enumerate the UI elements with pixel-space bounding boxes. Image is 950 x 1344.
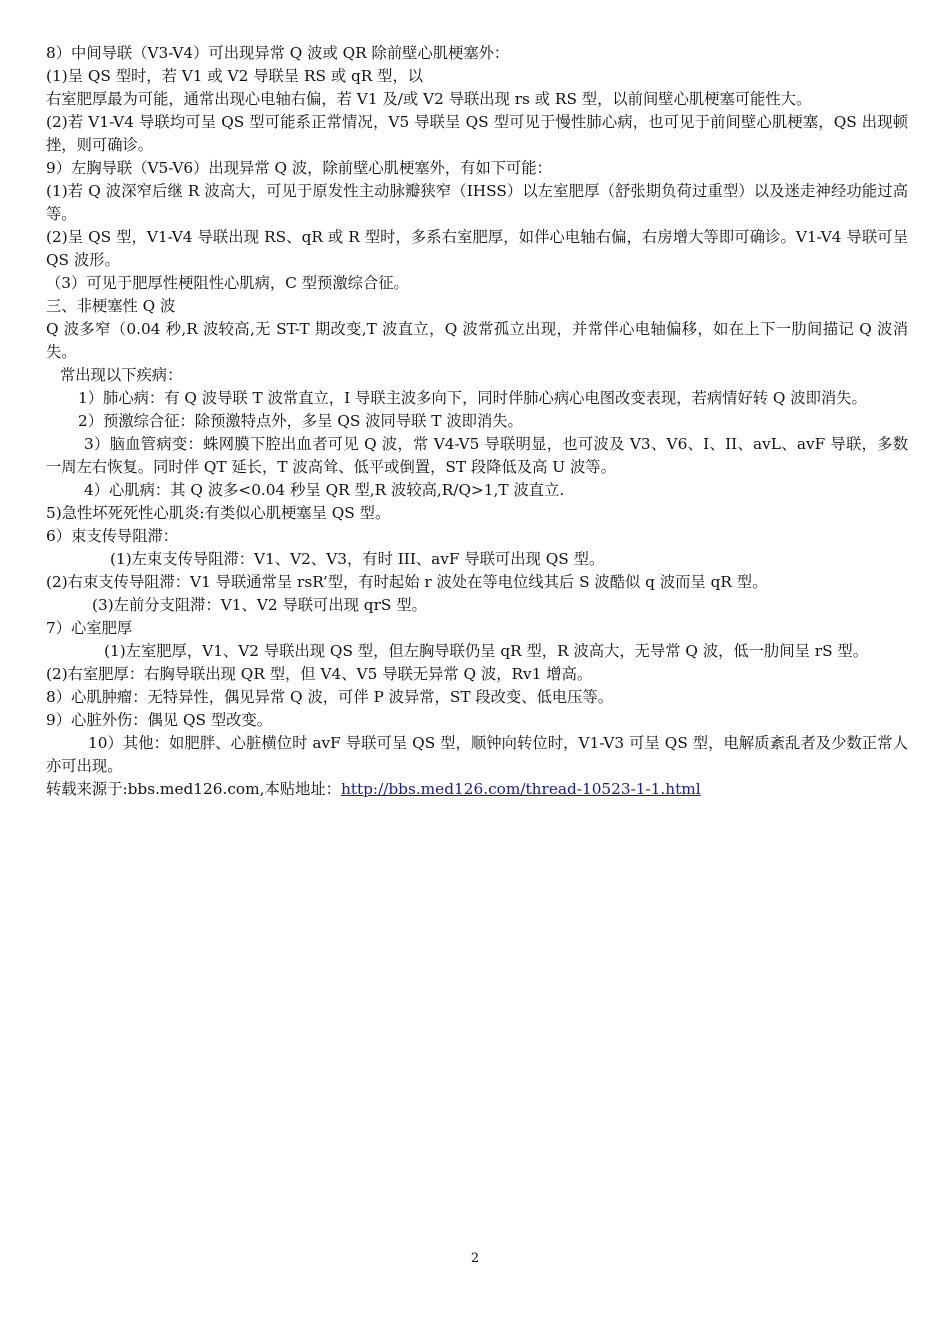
paragraph-8-1-cont: 右室肥厚最为可能，通常出现心电轴右偏，若 V1 及/或 V2 导联出现 rs 或 RS 型，以前间壁心肌梗塞可能性大。 <box>46 90 812 108</box>
paragraph-9-1: (1)若 Q 波深窄后继 R 波高大，可见于原发性主动脉瓣狭窄（IHSS）以左室肥厚（舒张期负荷过重型）以及迷走神经功能过高等。 <box>46 182 908 223</box>
source-link[interactable]: http://bbs.med126.com/thread-10523-1-1.html <box>340 780 701 798</box>
list-item-5: 5)急性坏死死性心肌炎:有类似心肌梗塞呈 QS 型。 <box>46 504 391 522</box>
list-item-10: 10）其他：如肥胖、心脏横位时 avF 导联可呈 QS 型，顺钟向转位时，V1-V3 可呈 QS 型，电解质紊乱者及少数正常人亦可出现。 <box>46 734 908 775</box>
paragraph-9-2: (2)呈 QS 型，V1-V4 导联出现 RS、qR 或 R 型时，多系右室肥厚，如伴心电轴右偏，右房增大等即可确诊。V1-V4 导联可呈 QS 波形。 <box>46 228 908 269</box>
list-item-7-1: (1)左室肥厚，V1、V2 导联出现 QS 型，但左胸导联仍呈 qR 型，R 波高大，无导常 Q 波，低一肋间呈 rS 型。 <box>104 642 869 660</box>
list-item-9: 9）心脏外伤：偶见 QS 型改变。 <box>46 711 273 729</box>
paragraph-diseases-intro: 常出现以下疾病： <box>60 366 183 384</box>
page-number: 2 <box>470 1251 480 1266</box>
list-item-4: 4）心肌病：其 Q 波多<0.04 秒呈 QR 型,R 波较高,R/Q>1,T 波直立. <box>84 481 565 499</box>
paragraph-9-intro: 9）左胸导联（V5-V6）出现异常 Q 波，除前壁心肌梗塞外，有如下可能： <box>46 159 552 177</box>
paragraph-8-1: (1)呈 QS 型时，若 V1 或 V2 导联呈 RS 或 qR 型，以 <box>46 67 424 85</box>
paragraph-8-intro: 8）中间导联（V3-V4）可出现异常 Q 波或 QR 除前壁心肌梗塞外： <box>46 44 510 62</box>
document-body <box>46 42 908 801</box>
list-item-8: 8）心肌肿瘤：无特异性，偶见异常 Q 波，可伴 P 波异常，ST 段改变、低电压等。 <box>46 688 614 706</box>
list-item-1: 1）肺心病：有 Q 波导联 T 波常直立，I 导联主波多向下，同时伴肺心病心电图改变表现，若病情好转 Q 波即消失。 <box>78 389 867 407</box>
list-item-6-3: (3)左前分支阻滞：V1、V2 导联可出现 qrS 型。 <box>92 596 427 614</box>
list-item-6-2: (2)右束支传导阻滞：V1 导联通常呈 rsR’型，有时起始 r 波处在等电位线其后 S 波酷似 q 波而呈 qR 型。 <box>46 573 768 591</box>
paragraph-nonmi-q: Q 波多窄（0.04 秒,R 波较高,无 ST-T 期改变,T 波直立，Q 波常孤立出现，并常伴心电轴偏移，如在上下一肋间描记 Q 波消失。 <box>46 320 908 361</box>
list-item-6: 6）束支传导阻滞： <box>46 527 179 545</box>
list-item-7: 7）心室肥厚 <box>46 619 133 637</box>
section-heading-3: 三、非梗塞性 Q 波 <box>46 297 176 315</box>
paragraph-9-3: （3）可见于肥厚性梗阻性心肌病，C 型预激综合征。 <box>46 274 409 292</box>
list-item-7-2: (2)右室肥厚：右胸导联出现 QR 型，但 V4、V5 导联无异常 Q 波，Rv1 增高。 <box>46 665 593 683</box>
list-item-6-1: (1)左束支传导阻滞：V1、V2、V3，有时 III、avF 导联可出现 QS 型。 <box>110 550 605 568</box>
paragraph-8-2: (2)若 V1-V4 导联均可呈 QS 型可能系正常情况，V5 导联呈 QS 型可见于慢性肺心病，也可见于前间壁心肌梗塞，QS 出现顿挫，则可确诊。 <box>46 113 908 154</box>
list-item-2: 2）预激综合征：除预激特点外，多呈 QS 波同导联 T 波即消失。 <box>78 412 523 430</box>
source-line <box>46 778 908 801</box>
source-prefix: 转载来源于:bbs.med126.com,本贴地址： <box>46 780 341 798</box>
list-item-3: 3）脑血管病变：蛛网膜下腔出血者可见 Q 波，常 V4-V5 导联明显，也可波及 V3、V6、I、II、avL、avF 导联，多数一周左右恢复。同时伴 QT 延长，T 波高耸、低平或倒置，ST 段降低及高 U 波等。 <box>46 435 908 476</box>
